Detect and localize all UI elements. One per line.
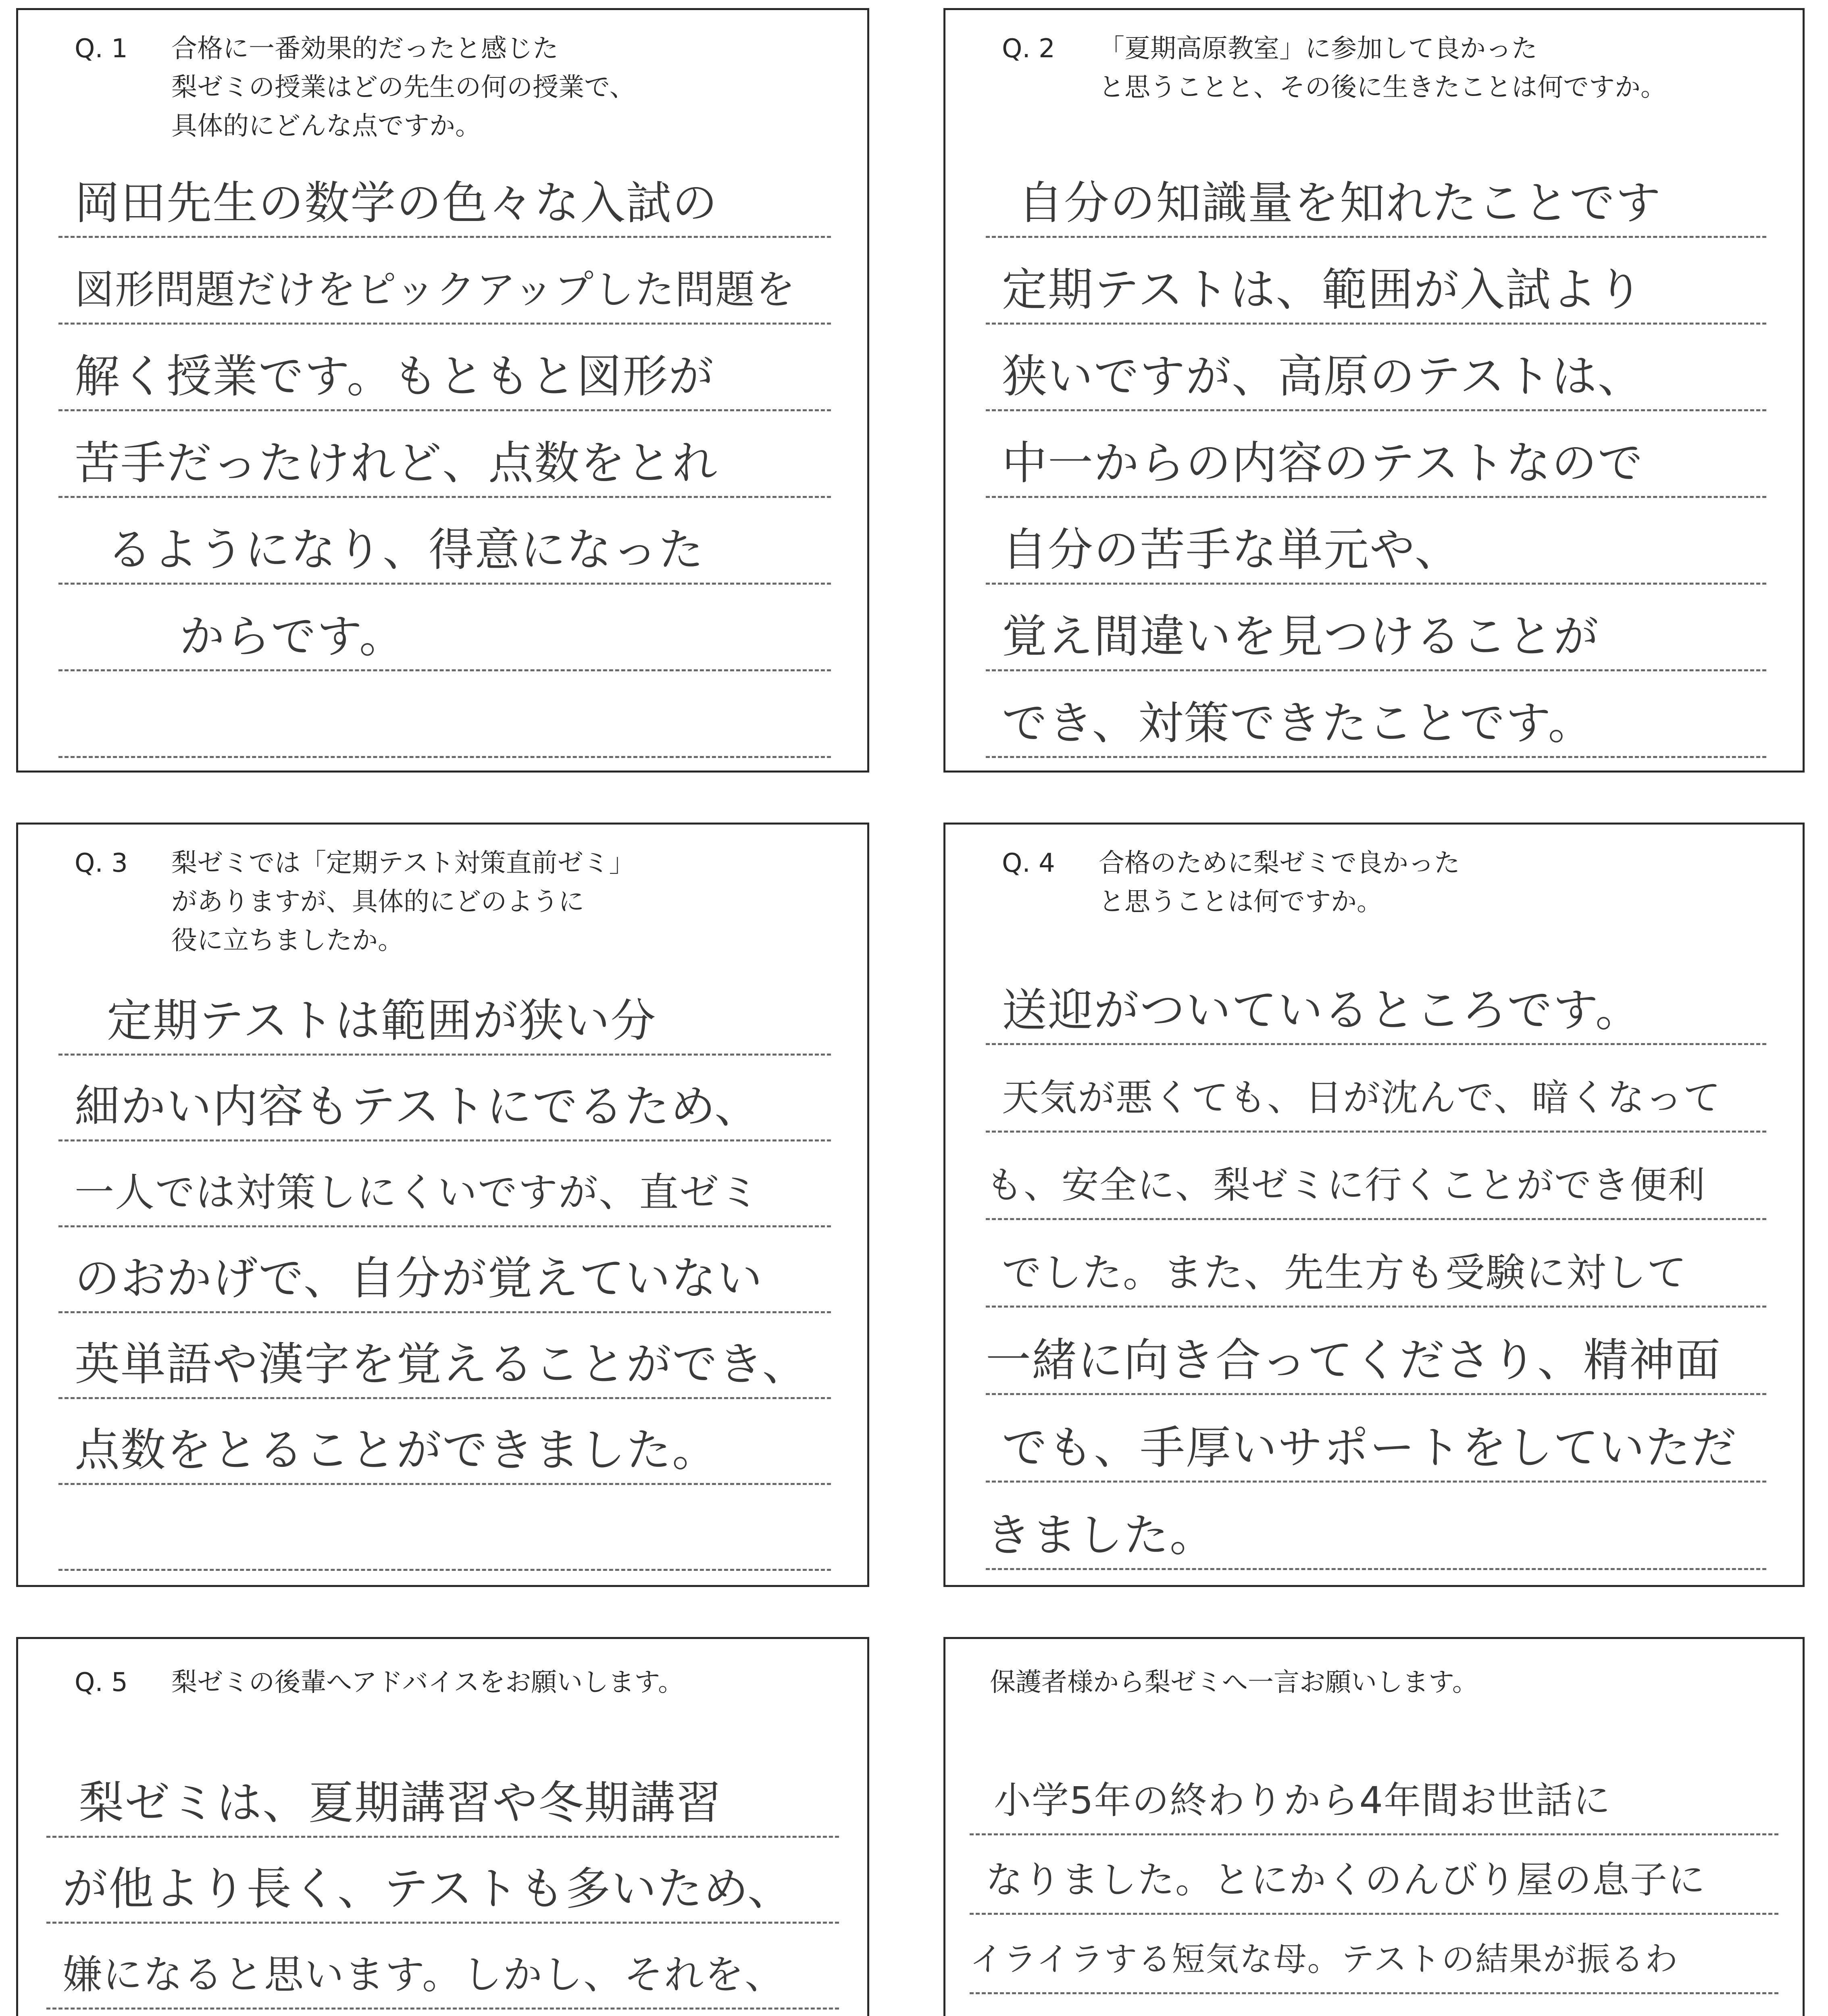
answer-area <box>58 970 831 1571</box>
answer-text: 一人では対策しにくいですが、直ゼミ <box>75 1170 760 1216</box>
answer-text: のおかげで、自分が覚えていない <box>75 1252 763 1305</box>
answer-line <box>58 1399 831 1485</box>
question-line: 「夏期高原教室」に参加して良かった <box>1099 34 1537 64</box>
question-line: 梨ゼミでは「定期テスト対策直前ゼミ」 <box>171 848 635 878</box>
answer-line <box>970 1756 1778 1835</box>
answer-text: 梨ゼミは、夏期講習や冬期講習 <box>79 1777 722 1829</box>
answer-line <box>58 970 831 1056</box>
answer-text: 英単語や漢字を覚えることができ、 <box>75 1338 808 1391</box>
answer-text: 送迎がついているところです。 <box>1002 984 1641 1037</box>
answer-text <box>970 2009 1778 2016</box>
answer-text: も、安全に、梨ゼミに行くことができ便利 <box>986 1164 1706 1207</box>
answer-line <box>986 1220 1766 1308</box>
answer-line <box>986 325 1766 411</box>
answer-line <box>58 585 831 671</box>
answer-text: 定期テストは、範囲が入試より <box>1002 264 1644 316</box>
question-line: 梨ゼミの後輩へアドバイスをお願いします。 <box>171 1668 684 1697</box>
answer-area <box>58 151 831 758</box>
question-text <box>171 1663 843 1702</box>
answer-line <box>970 1835 1778 1915</box>
answer-line <box>58 238 831 325</box>
answer-text: 自分の苦手な単元や、 <box>1002 524 1461 576</box>
answer-text: なりました。とにかくのんびり屋の息子に <box>986 1858 1706 1901</box>
question-card-1 <box>16 8 869 773</box>
question-number: Q. 2 <box>1002 34 1055 64</box>
answer-line <box>46 1752 839 1838</box>
answer-text: 中一からの内容のテストなので <box>1002 437 1644 489</box>
answer-line <box>986 1045 1766 1133</box>
answer-line <box>986 411 1766 498</box>
answer-text: 天気が悪くても、日が沈んで、暗くなって <box>1002 1076 1722 1119</box>
answer-text: きました。 <box>986 1509 1216 1562</box>
answer-line <box>986 238 1766 325</box>
answer-text: からです。 <box>179 610 405 663</box>
answer-line <box>58 498 831 585</box>
question-card-2 <box>943 8 1805 773</box>
question-text <box>1099 29 1778 107</box>
answer-text: 狭いですが、高原のテストは、 <box>1002 350 1644 403</box>
answer-text: 岡田先生の数学の色々な入試の <box>75 177 718 229</box>
answer-line <box>986 671 1766 758</box>
answer-text: 解く授業です。もともと図形が <box>75 350 715 403</box>
answer-text: 苦手だったけれど、点数をとれ <box>75 437 718 489</box>
question-line: がありますが、具体的にどのように <box>171 887 584 917</box>
answer-line <box>58 411 831 498</box>
answer-line <box>46 1924 839 2010</box>
question-card-3 <box>16 823 869 1587</box>
answer-line <box>986 585 1766 671</box>
question-number: Q. 5 <box>75 1668 128 1697</box>
answer-text: 点数をとることができました。 <box>75 1424 718 1477</box>
answer-text: 細かい内容もテストにでるため、 <box>75 1081 761 1133</box>
question-number: Q. 4 <box>1002 848 1055 878</box>
answer-line <box>986 1483 1766 1570</box>
answer-text: 嫌になると思います。しかし、それを、 <box>62 1952 785 1998</box>
answer-line <box>58 1485 831 1571</box>
question-line: 合格のために梨ゼミで良かった <box>1099 848 1460 878</box>
question-text <box>1099 844 1778 921</box>
answer-line <box>58 1313 831 1399</box>
answer-line <box>986 958 1766 1045</box>
answer-line <box>58 1227 831 1313</box>
answer-area <box>46 1752 839 2016</box>
answer-line <box>58 671 831 758</box>
question-line: と思うことは何ですか。 <box>1099 887 1382 917</box>
answer-line <box>58 151 831 238</box>
answer-text: イライラする短気な母。テストの結果が振るわ <box>970 1940 1679 1979</box>
answer-line <box>986 1308 1766 1395</box>
question-line: と思うことと、その後に生きたことは何ですか。 <box>1099 73 1666 102</box>
answer-line <box>58 325 831 411</box>
answer-line <box>986 151 1766 238</box>
answer-line <box>58 1056 831 1141</box>
question-text <box>990 1663 1778 1702</box>
question-number: Q. 3 <box>75 848 128 878</box>
answer-text: 一緒に向き合ってくださり、精神面 <box>986 1334 1721 1387</box>
answer-text: でき、対策できたことです。 <box>1002 697 1594 750</box>
answer-line <box>986 498 1766 585</box>
answer-line <box>46 1838 839 1924</box>
answer-line <box>986 1395 1766 1483</box>
answer-line <box>970 1994 1778 2016</box>
question-line: 合格に一番効果的だったと感じた <box>171 34 558 64</box>
answer-line <box>986 1133 1766 1220</box>
question-card-4 <box>943 823 1805 1587</box>
answer-text: 図形問題だけをピックアップした問題を <box>75 267 796 313</box>
answer-text: 自分の知識量を知れたことです <box>1018 177 1661 229</box>
answer-area <box>970 1756 1778 2016</box>
question-line: 保護者様から梨ゼミへ一言お願いします。 <box>990 1668 1478 1697</box>
answer-text: が他より長く、テストも多いため、 <box>62 1863 793 1915</box>
question-line: 具体的にどんな点ですか。 <box>171 111 481 141</box>
answer-line <box>970 1915 1778 1994</box>
answer-text: るようになり、得意になった <box>107 524 704 576</box>
question-text <box>171 29 843 146</box>
answer-text: 覚え間違いを見つけることが <box>1002 610 1599 663</box>
parent-message-card <box>943 1637 1805 2016</box>
answer-area <box>986 958 1766 1570</box>
question-number: Q. 1 <box>75 34 128 64</box>
answer-text: 定期テストは範囲が狭い分 <box>107 995 657 1047</box>
question-line: 梨ゼミの授業はどの先生の何の授業で、 <box>171 73 635 102</box>
answer-area <box>986 151 1766 758</box>
question-card-5 <box>16 1637 869 2016</box>
answer-text: 小学5年の終わりから4年間お世話に <box>994 1779 1611 1822</box>
answer-text: でした。また、先生方も受験に対して <box>1002 1250 1688 1296</box>
question-line: 役に立ちましたか。 <box>171 926 404 956</box>
answer-line <box>58 1141 831 1227</box>
answer-text: でも、手厚いサポートをしていただ <box>1002 1422 1737 1474</box>
question-text <box>171 844 843 960</box>
answer-line <box>46 2010 839 2016</box>
